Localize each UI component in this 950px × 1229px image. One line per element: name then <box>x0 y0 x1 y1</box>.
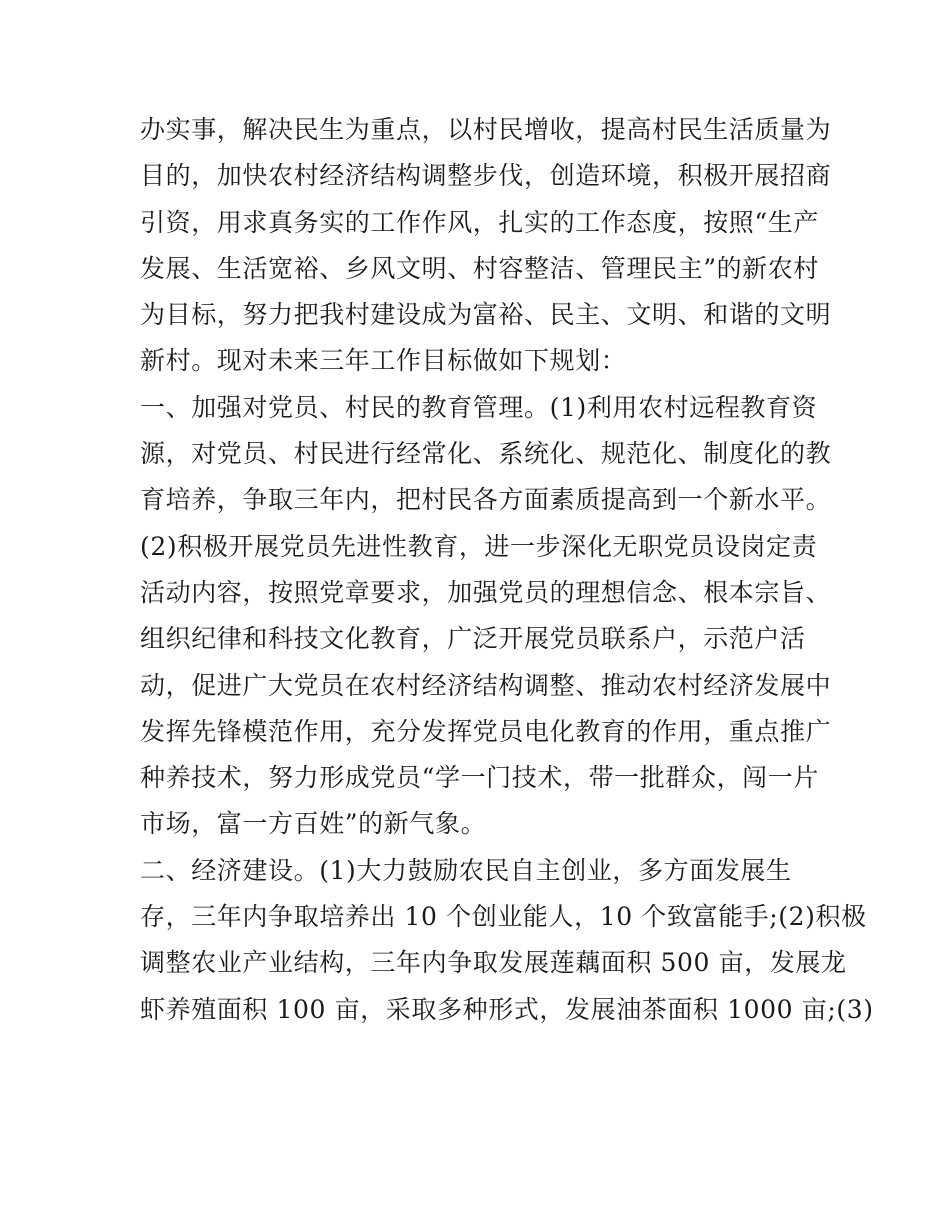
text-line: 育培养，争取三年内，把村民各方面素质提高到一个新水平。 <box>140 485 832 515</box>
text-line: 引资，用求真务实的工作作风，扎实的工作态度，按照“生产 <box>140 207 819 237</box>
text-line: 组织纪律和科技文化教育，广泛开展党员联系户，示范户活 <box>140 624 806 654</box>
text-line: 办实事，解决民生为重点，以村民增收，提高村民生活质量为 <box>140 115 832 144</box>
text-line: 为目标，努力把我村建设成为富裕、民主、文明、和谐的文明 <box>140 300 832 330</box>
text-line: (2)积极开展党员先进性教育，进一步深化无职党员设岗定责 <box>140 531 818 561</box>
text-line: 种养技术，努力形成党员“学一门技术，带一批群众，闯一片 <box>140 763 819 793</box>
text-line: 发挥先锋模范作用，充分发挥党员电化教育的作用，重点推广 <box>140 716 832 746</box>
text-line: 新村。现对未来三年工作目标做如下规划： <box>140 346 627 376</box>
document-body <box>140 107 874 1033</box>
text-line: 发展、生活宽裕、乡风文明、村容整洁、管理民主”的新农村 <box>140 253 819 283</box>
section-heading-line: 二、经济建设。(1)大力鼓励农民自主创业，多方面发展生 <box>140 855 792 885</box>
text-line: 调整农业产业结构，三年内争取发展莲藕面积 500 亩，发展龙 <box>140 948 847 978</box>
text-line: 市场，富一方百姓”的新气象。 <box>140 809 487 839</box>
text-line: 虾养殖面积 100 亩，采取多种形式，发展油茶面积 1000 亩;(3) <box>140 994 874 1024</box>
text-line: 动，促进广大党员在农村经济结构调整、推动农村经济发展中 <box>140 670 832 700</box>
text-line: 存，三年内争取培养出 10 个创业能人，10 个致富能手;(2)积极 <box>140 902 867 932</box>
text-line: 源，对党员、村民进行经常化、系统化、规范化、制度化的教 <box>140 439 832 469</box>
section-heading-line: 一、加强对党员、村民的教育管理。(1)利用农村远程教育资 <box>140 392 818 422</box>
text-line: 目的，加快农村经济结构调整步伐，创造环境，积极开展招商 <box>140 161 832 191</box>
text-line: 活动内容，按照党章要求，加强党员的理想信念、根本宗旨、 <box>140 577 832 607</box>
